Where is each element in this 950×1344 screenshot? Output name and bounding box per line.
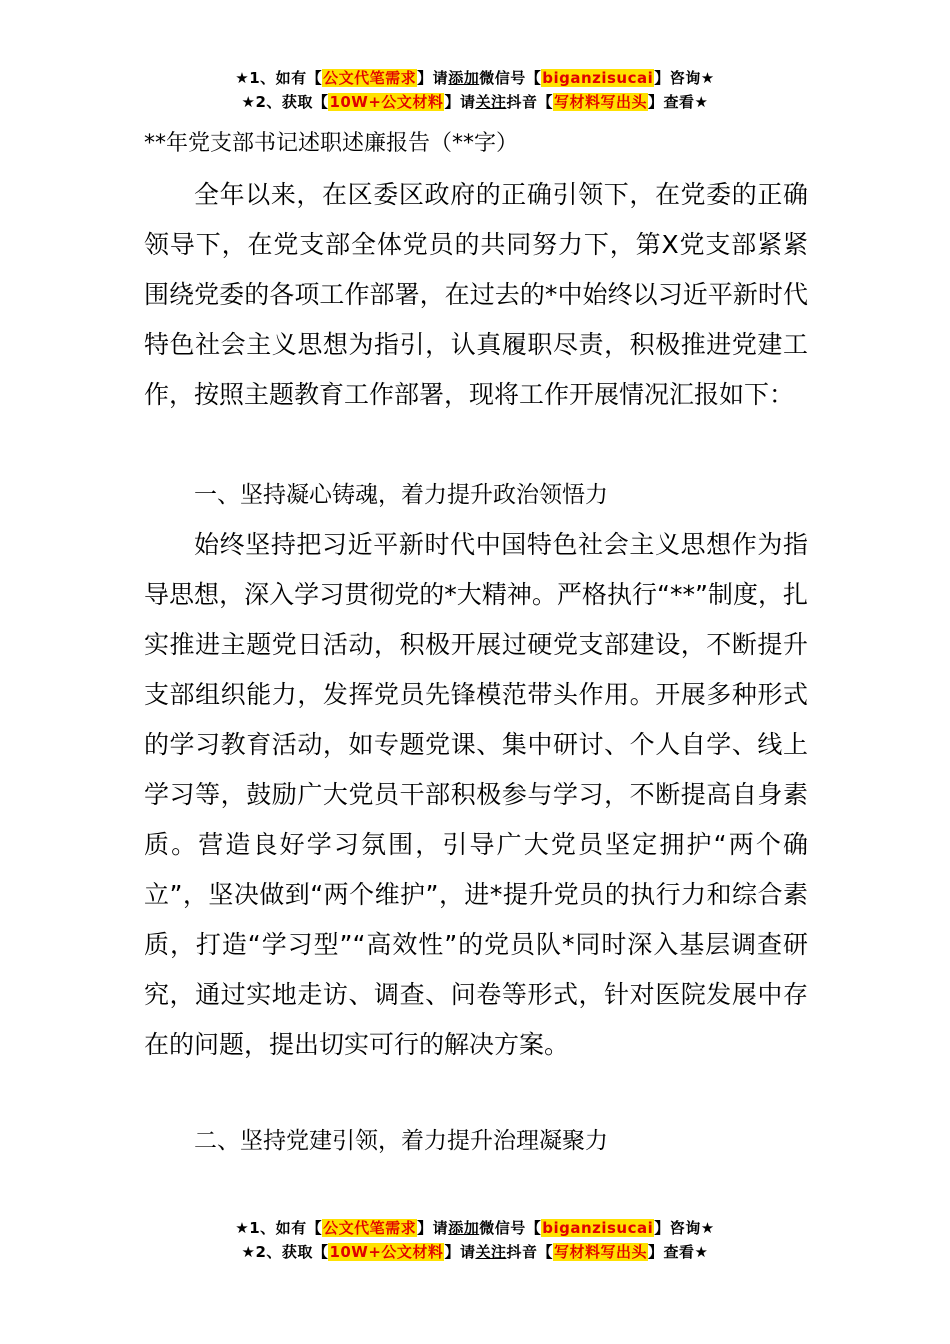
promo-text: 】咨询★ (654, 1219, 715, 1237)
promo-highlight: biganzisucai (542, 1219, 654, 1237)
promo-text: ★1、如有【 (235, 69, 323, 87)
promo-text: 】请 (444, 1243, 476, 1261)
top-promo-banner (0, 66, 950, 114)
promo-text: 】查看★ (648, 93, 709, 111)
promo-highlight: 10W+公文材料 (329, 1243, 444, 1261)
body-paragraph-2: 始终坚持把习近平新时代中国特色社会主义思想作为指导思想，深入学习贯彻党的*大精神。严格执行“**”制度，扎实推进主题党日活动，积极开展过硬党支部建设，不断提升支部组织能力，发挥党员先锋模范带头作用。开展多种形式的学习教育活动，如专题党课、集中研讨、个人自学、线上学习等，鼓励广大党员干部积极参与学习，不断提高自身素质。营造良好学习氛围，引导广大党员坚定拥护“两个确立”，坚决做到“两个维护”，进*提升党员的执行力和综合素质，打造“学习型”“高效性”的党员队*同时深入基层调查研究，通过实地走访、调查、问卷等形式，针对医院发展中存在的问题，提出切实可行的解决方案。 (144, 530, 808, 1059)
promo-text: 】咨询★ (654, 69, 715, 87)
promo-text: 微信号【 (479, 1219, 542, 1237)
promo-underlined: 添加 (448, 1219, 480, 1237)
body-paragraph-1: 全年以来，在区委区政府的正确引领下，在党委的正确领导下，在党支部全体党员的共同努力下，第X党支部紧紧围绕党委的各项工作部署，在过去的*中始终以习近平新时代特色社会主义思想为指引，认真履职尽责，积极推进党建工作，按照主题教育工作部署，现将工作开展情况汇报如下： (144, 180, 808, 409)
promo-text: ★2、获取【 (241, 93, 329, 111)
promo-highlight: biganzisucai (542, 69, 654, 87)
promo-highlight: 10W+公文材料 (329, 93, 444, 111)
promo-highlight: 公文代笔需求 (323, 1219, 417, 1237)
promo-text: 】请 (417, 1219, 449, 1237)
promo-highlight: 写材料写出头 (553, 93, 647, 111)
promo-underlined: 关注 (475, 93, 507, 111)
promo-text: ★2、获取【 (241, 1243, 329, 1261)
section-heading-1: 一、坚持凝心铸魂，着力提升政治领悟力 (194, 482, 608, 508)
promo-line-1 (0, 66, 950, 90)
promo-highlight: 公文代笔需求 (323, 69, 417, 87)
promo-underlined: 添加 (448, 69, 480, 87)
promo-underlined: 关注 (475, 1243, 507, 1261)
promo-highlight: 写材料写出头 (553, 1243, 647, 1261)
bottom-promo-banner (0, 1216, 950, 1264)
promo-text: 】请 (417, 69, 449, 87)
document-title: **年党支部书记述职述廉报告（**字） (144, 131, 519, 156)
promo-line-2 (0, 1240, 950, 1264)
promo-text: 微信号【 (479, 69, 542, 87)
promo-text: 】查看★ (648, 1243, 709, 1261)
promo-text: ★1、如有【 (235, 1219, 323, 1237)
promo-line-2 (0, 90, 950, 114)
promo-text: 抖音【 (506, 1243, 553, 1261)
promo-text: 】请 (444, 93, 476, 111)
promo-text: 抖音【 (506, 93, 553, 111)
promo-line-1 (0, 1216, 950, 1240)
section-heading-2: 二、坚持党建引领，着力提升治理凝聚力 (194, 1128, 608, 1154)
